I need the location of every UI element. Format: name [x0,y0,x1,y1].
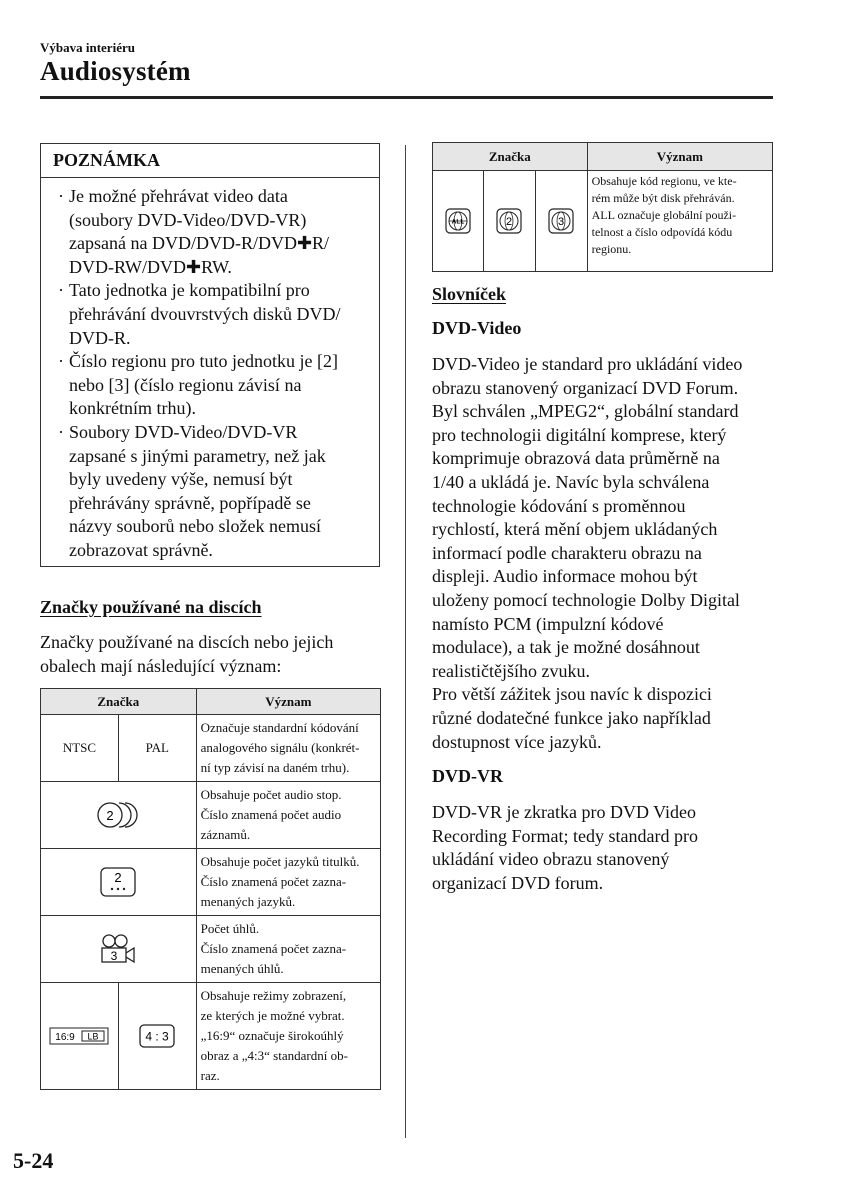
text-line: 1/40 a ukládá je. Navíc byla schválena [432,471,710,492]
note-line: zobrazovat správně. [69,539,213,560]
text-line: rychlostí, která mění objem ukládaných [432,519,718,540]
desc-line: Číslo znamená počet zazna- [200,941,347,956]
table-row [41,849,381,916]
table-row [433,171,773,272]
row-description [196,983,380,1090]
desc-line: Číslo znamená počet audio [200,807,342,822]
audio-tracks-icon [95,800,141,830]
region-all-icon [445,208,471,234]
row-description [196,916,380,983]
note-item [69,350,379,421]
desc-line: menaných jazyků. [200,894,296,909]
desc-line: Označuje standardní kódování [200,720,359,735]
note-box [40,143,380,567]
page-title: Audiosystém [40,56,191,86]
page-number: 5-24 [13,1148,54,1173]
note-line: · Soubory DVD-Video/DVD-VR [69,421,298,442]
column-divider [405,145,406,1138]
region-table [432,142,773,272]
region-3-label: 3 [558,216,565,228]
dvd-video-heading: DVD-Video [432,318,522,338]
desc-line: Obsahuje kód regionu, ve kte- [591,174,737,188]
table-row [41,916,381,983]
col-meaning-header: Význam [196,689,380,715]
dvd-video-text [432,353,742,754]
text-line: dostupnost více jazyků. [432,731,602,752]
subtitles-number: 2 [114,870,122,885]
region-3-cell [535,171,587,272]
note-list [41,178,379,563]
desc-line: ze kterých je možné vybrat. [200,1008,345,1023]
note-line: konkrétním trhu). [69,398,196,419]
note-item [69,279,379,350]
glossary-heading: Slovníček [432,284,507,304]
note-line: byly uvedeny výše, nemusí být [69,469,293,490]
desc-line: obraz a „4:3“ standardní ob- [200,1048,348,1063]
note-line: nebo [3] (číslo regionu závisí na [69,374,302,395]
note-line: · Číslo regionu pro tuto jednotku je [2] [69,351,338,372]
marks-heading: Značky používané na discích [40,597,262,617]
text-line: Recording Format; tedy standard pro [432,825,698,846]
desc-line: záznamů. [200,827,251,842]
note-line: (soubory DVD-Video/DVD-VR) [69,209,307,230]
note-line: zapsané s jinými parametry, než jak [69,445,326,466]
text-line: komprimuje obrazová data průměrně na [432,448,720,469]
desc-line: Obsahuje počet jazyků titulků. [200,854,360,869]
desc-line: rém může být disk přehráván. [591,191,735,205]
row-description [196,849,380,916]
pal-label: PAL [118,715,196,782]
desc-line: ALL označuje globální použi- [591,208,737,222]
note-line: přehrávání dvouvrstvých disků DVD/ [69,303,341,324]
title-rule [40,96,773,99]
aspect-ratio-icon [138,1023,176,1049]
note-line: přehrávány správně, popřípadě se [69,492,311,513]
text-line: Pro větší zážitek jsou navíc k dispozici [432,684,712,705]
text-line: ukládání video obrazu stanovený [432,849,670,870]
note-heading: POZNÁMKA [41,144,379,178]
table-row [41,782,381,849]
intro-line: obalech mají následující význam: [40,655,282,676]
text-line: DVD-VR je zkratka pro DVD Video [432,802,697,822]
wide-label: 16:9 [55,1032,76,1043]
widescreen-cell [41,983,119,1090]
row-description [587,171,772,272]
camera-angles-cell [41,916,197,983]
intro-line: Značky používané na discích nebo jejich [40,632,334,652]
desc-line: menaných úhlů. [200,961,284,976]
row-description [196,715,380,782]
desc-line: Počet úhlů. [200,921,260,936]
text-line: DVD-Video je standard pro ukládání video [432,354,743,374]
text-line: organizací DVD forum. [432,872,604,893]
camera-angles-number: 3 [110,949,118,963]
desc-line: Obsahuje režimy zobrazení, [200,988,347,1003]
ratio-cell [118,983,196,1090]
note-item [69,421,379,563]
col-meaning-header: Význam [587,143,772,171]
row-description [196,782,380,849]
col-mark-header: Značka [433,143,588,171]
desc-line: analogového signálu (konkrét- [200,740,360,755]
table-row [41,983,381,1090]
col-mark-header: Značka [41,689,197,715]
lb-label: LB [87,1031,99,1042]
marks-table [40,688,381,1090]
widescreen-lb-icon [49,1027,109,1045]
audio-tracks-cell [41,782,197,849]
desc-line: Obsahuje počet audio stop. [200,787,342,802]
dvd-vr-text [432,801,698,895]
desc-line: ní typ závisí na daném trhu). [200,760,350,775]
text-line: namísto PCM (impulzní kódové [432,613,664,634]
section-label: Výbava interiéru [40,40,135,55]
subtitles-cell [41,849,197,916]
table-row [41,715,381,782]
note-line: názvy souborů nebo složek nemusí [69,516,321,537]
text-line: realističtějšího zvuku. [432,660,590,681]
marks-intro [40,631,333,678]
dvd-vr-heading: DVD-VR [432,766,503,786]
desc-line: raz. [200,1068,220,1083]
table-header-row [41,689,381,715]
region-2-label: 2 [506,216,513,228]
text-line: displeji. Audio informace mohou být [432,566,698,587]
note-line: · Je možné přehrávat video data [69,186,288,206]
text-line: modulace), a tak je možné dosáhnout [432,637,700,658]
table-header-row [433,143,773,171]
desc-line: telnost a číslo odpovídá kódu [591,225,733,239]
text-line: obrazu stanovený organizací DVD Forum. [432,377,739,398]
desc-line: regionu. [591,242,632,256]
text-line: pro technologii digitální komprese, který [432,424,727,445]
note-line: DVD-R. [69,327,131,348]
text-line: uloženy pomocí technologie Dolby Digital [432,589,740,610]
desc-line: Číslo znamená počet zazna- [200,874,347,889]
text-line: různé dodatečné funkce jako například [432,707,711,728]
note-line: DVD-RW/DVD✚RW. [69,256,232,277]
region-all-label: ALL [451,218,465,226]
desc-line: „16:9“ označuje širokoúhlý [200,1028,344,1043]
note-item [69,185,379,279]
ratio-label: 4 : 3 [145,1029,169,1044]
note-line: · Tato jednotka je kompatibilní pro [69,280,310,301]
text-line: informací podle charakteru obrazu na [432,542,702,563]
region-3-icon [548,208,574,234]
audio-tracks-number: 2 [106,808,114,823]
ntsc-label: NTSC [41,715,119,782]
camera-angles-icon [98,932,138,966]
subtitles-icon [99,866,137,898]
text-line: Byl schválen „MPEG2“, globální standard [432,401,739,422]
text-line: technologie kódování s proměnnou [432,495,686,516]
note-line: zapsaná na DVD/DVD-R/DVD✚R/ [69,233,330,254]
region-2-icon [496,208,522,234]
region-all-cell [433,171,484,272]
region-2-cell [483,171,535,272]
